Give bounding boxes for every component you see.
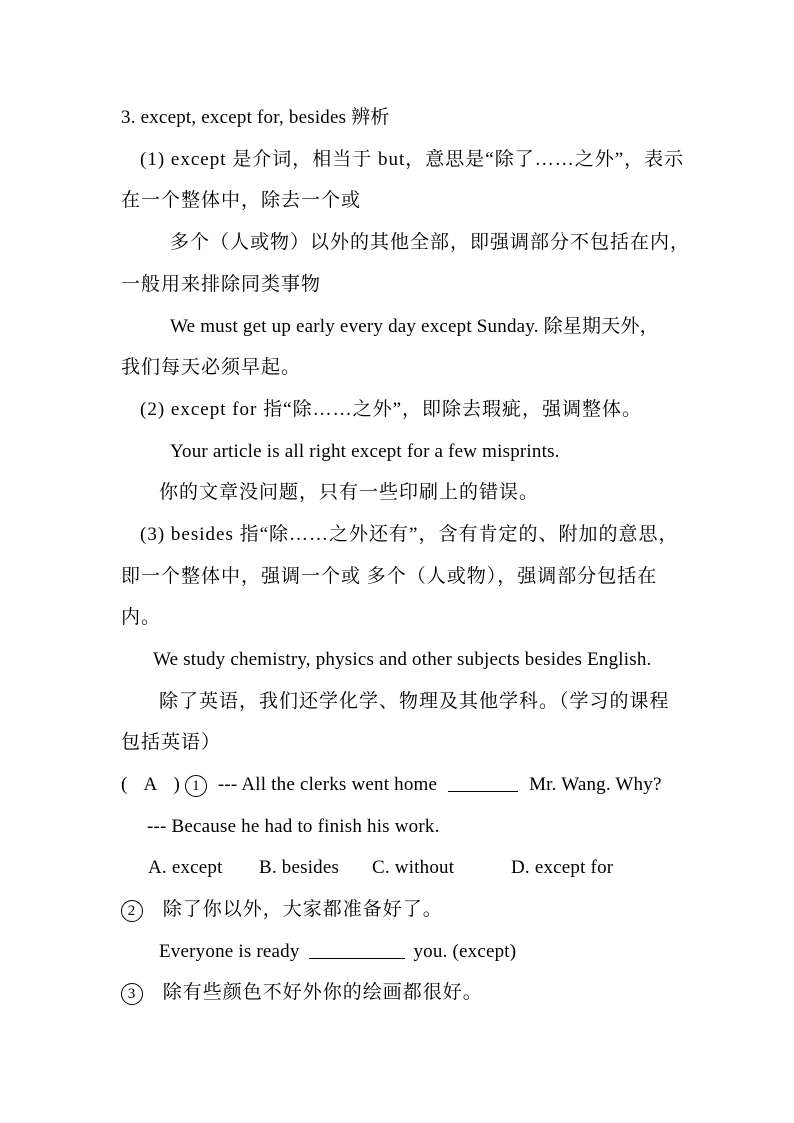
answer-blank[interactable]	[448, 773, 518, 792]
question-number-2: 2	[121, 900, 143, 922]
part3-example-chinese-1: 除了英语，我们还学化学、物理及其他学科。（学习的课程	[159, 691, 670, 712]
question-number-1: 1	[185, 775, 207, 797]
question-2-prompt: 除了你以外，大家都准备好了。	[162, 899, 443, 920]
part1-example-chinese: 我们每天必须早起。	[121, 357, 302, 378]
question-3-prompt: 除有些颜色不好外你的绘画都很好。	[162, 982, 483, 1003]
question-2	[121, 898, 443, 922]
question-1-reply: --- Because he had to finish his work.	[147, 816, 440, 837]
option-b[interactable]: B. besides	[259, 857, 340, 878]
part3-heading: (3) besides 指“除……之外还有”，含有肯定的、附加的意思，	[140, 524, 679, 545]
question-2-text-b: you. (except)	[413, 941, 517, 962]
question-number-3: 3	[121, 983, 143, 1005]
part2-example-english: Your article is all right except for a few misprints.	[170, 441, 560, 462]
part1-continuation-3: 一般用来排除同类事物	[121, 274, 322, 295]
part3-continuation-2: 内。	[121, 607, 162, 628]
question-2-sentence	[159, 940, 516, 964]
option-d[interactable]: D. except for	[511, 857, 614, 878]
option-c[interactable]: C. without	[372, 857, 455, 878]
answer-paren-open: (	[121, 774, 128, 795]
question-2-text-a: Everyone is ready	[159, 941, 300, 962]
answer-blank[interactable]	[309, 940, 405, 959]
question-3	[121, 981, 483, 1005]
section-title: 3. except, except for, besides 辨析	[121, 107, 390, 128]
question-1-text-a: --- All the clerks went home	[217, 774, 438, 795]
question-1	[121, 773, 662, 797]
part3-example-chinese-2: 包括英语）	[121, 732, 222, 753]
part2-heading: (2) except for 指“除……之外”，即除去瑕疵，强调整体。	[140, 399, 643, 420]
part1-example-english: We must get up early every day except Sunday. 除星期天外，	[170, 316, 659, 337]
part1-continuation-1: 在一个整体中，除去一个或	[121, 190, 362, 211]
part1-continuation-2: 多个（人或物）以外的其他全部，即强调部分不包括在内，	[170, 232, 691, 253]
part3-continuation-1: 即一个整体中，强调一个或 多个（人或物），强调部分包括在	[121, 566, 658, 587]
part3-example-english: We study chemistry, physics and other subjects besides English.	[153, 649, 652, 670]
part1-heading: (1) except 是介词，相当于 but，意思是“除了……之外”，表示	[140, 149, 685, 170]
answer-paren-close: )	[173, 774, 180, 795]
question-1-text-b: Mr. Wang. Why?	[529, 774, 662, 795]
option-a[interactable]: A. except	[148, 857, 223, 878]
part2-example-chinese: 你的文章没问题，只有一些印刷上的错误。	[159, 482, 540, 503]
answer-value: A	[143, 774, 158, 795]
